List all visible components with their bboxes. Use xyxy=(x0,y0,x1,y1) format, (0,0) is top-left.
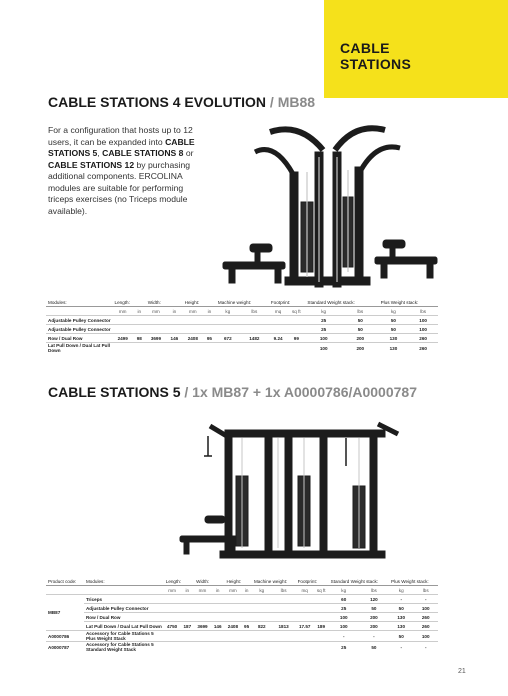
plus-kg: 130 xyxy=(379,343,409,354)
section2-title xyxy=(48,384,417,400)
unit: mq xyxy=(274,308,282,314)
desc-text-3: or xyxy=(183,148,194,158)
module-name: Lat Pull Down / Dual Lat Pull Down xyxy=(46,343,113,354)
unit: in xyxy=(185,587,190,593)
plus-kg: 50 xyxy=(379,325,409,334)
table-row xyxy=(46,325,438,334)
page-number: 21 xyxy=(458,668,466,675)
module-name: Adjustable Pulley Connector xyxy=(84,604,164,613)
unit: kg xyxy=(321,308,327,314)
std-kg: 25 xyxy=(305,316,342,325)
col-header: Width: xyxy=(146,298,183,307)
footprint-mq: 17.57 xyxy=(296,622,314,631)
col-header: Width: xyxy=(194,577,224,586)
plus-lbs: - xyxy=(413,642,438,653)
col-header: Length: xyxy=(164,577,194,586)
col-header: Height: xyxy=(183,298,216,307)
module-name: Row / Dual Row xyxy=(84,613,164,622)
col-header: Height: xyxy=(225,577,252,586)
section-tab xyxy=(324,0,508,98)
section-tab-label xyxy=(340,40,411,72)
weight-kg: 672 xyxy=(216,334,240,343)
unit: in xyxy=(215,587,220,593)
cable-stations-4-image xyxy=(215,112,445,290)
table-units-row xyxy=(46,307,438,316)
unit: mm xyxy=(118,308,127,314)
module-name: Adjustable Pulley Connector xyxy=(48,326,111,332)
section1-title-main: CABLE STATIONS 4 EVOLUTION xyxy=(48,94,267,110)
std-lbs: 50 xyxy=(359,642,389,653)
unit: sq ft xyxy=(316,587,326,593)
col-header: Footprint: xyxy=(269,298,306,307)
plus-kg: - xyxy=(389,642,413,653)
table-row xyxy=(46,613,438,622)
width-in: 146 xyxy=(166,334,183,343)
std-lbs: 200 xyxy=(342,343,379,354)
table-header-row xyxy=(46,298,438,307)
section2-title-code: / 1x MB87 + 1x A0000786/A0000787 xyxy=(180,384,417,400)
col-header: Plus Weight stack: xyxy=(379,298,438,307)
length-mm: 4750 xyxy=(164,622,181,631)
section-tab-line2: STATIONS xyxy=(340,56,412,72)
plus-kg: 50 xyxy=(389,604,413,613)
height-mm: 2408 xyxy=(225,622,242,631)
width-mm: 3699 xyxy=(194,622,211,631)
unit: kg xyxy=(390,308,396,314)
length-in: 187 xyxy=(180,622,194,631)
col-header: Standard Weight stack: xyxy=(329,577,389,586)
desc-text-2: , xyxy=(97,148,103,158)
table-units-row xyxy=(46,586,438,595)
height-in: 95 xyxy=(241,622,252,631)
unit: in xyxy=(172,308,177,314)
footprint-sqft: 99 xyxy=(287,334,305,343)
plus-lbs: 100 xyxy=(408,325,438,334)
unit: kg xyxy=(225,308,231,314)
unit: kg xyxy=(398,587,404,593)
section1-description xyxy=(48,125,198,217)
width-mm: 3699 xyxy=(146,334,166,343)
plus-lbs: 260 xyxy=(408,334,438,343)
section2-spec-table xyxy=(46,577,438,652)
unit: lbs xyxy=(370,587,377,593)
plus-kg: 50 xyxy=(389,631,413,642)
product-code: A0000786 xyxy=(46,631,84,642)
product-code: A0000787 xyxy=(46,642,84,653)
col-header: Machine weight: xyxy=(216,298,269,307)
std-kg: 100 xyxy=(329,622,359,631)
std-lbs: 50 xyxy=(359,604,389,613)
unit: in xyxy=(207,308,212,314)
section1-spec-table xyxy=(46,298,438,353)
unit: sq ft xyxy=(292,308,301,314)
table-header-row xyxy=(46,577,438,586)
plus-lbs: - xyxy=(413,595,438,604)
col-header: Standard Weight stack: xyxy=(305,298,378,307)
std-lbs: 200 xyxy=(359,622,389,631)
section2-title-main: CABLE STATIONS 5 xyxy=(48,384,181,400)
section1-title-code: / MB88 xyxy=(266,94,316,110)
unit: mm xyxy=(152,308,160,314)
plus-kg: 50 xyxy=(379,316,409,325)
std-lbs: 120 xyxy=(359,595,389,604)
plus-lbs: 100 xyxy=(413,604,438,613)
std-lbs: 200 xyxy=(342,334,379,343)
height-in: 95 xyxy=(203,334,216,343)
plus-kg: 130 xyxy=(379,334,409,343)
std-lbs: 50 xyxy=(342,325,379,334)
plus-lbs: 260 xyxy=(413,613,438,622)
footprint-mq: 9.24 xyxy=(269,334,287,343)
unit: mm xyxy=(168,587,176,593)
weight-lbs: 1482 xyxy=(240,334,269,343)
desc-text-1: For a configuration that hosts up to 12 users, it can be expanded into xyxy=(48,125,193,147)
col-header: Plus Weight stack: xyxy=(389,577,438,586)
table-row xyxy=(46,604,438,613)
std-kg: 25 xyxy=(329,642,359,653)
cable-stations-5-image xyxy=(170,416,410,566)
module-name: Lat Pull Down / Dual Lat Pull Down xyxy=(85,623,162,629)
plus-kg: 130 xyxy=(389,622,413,631)
footprint-sqft: 189 xyxy=(314,622,329,631)
unit: mm xyxy=(229,587,237,593)
std-lbs: 200 xyxy=(359,613,389,622)
length-mm: 2499 xyxy=(113,334,133,343)
std-kg: 25 xyxy=(305,325,342,334)
std-kg: 100 xyxy=(305,343,342,354)
unit: lbs xyxy=(251,308,258,314)
std-lbs: - xyxy=(359,631,389,642)
plus-lbs: 100 xyxy=(413,631,438,642)
table-row xyxy=(46,595,438,604)
col-header: Modules: xyxy=(46,298,113,307)
unit: kg xyxy=(259,587,265,593)
plus-kg: 130 xyxy=(389,613,413,622)
std-kg: 60 xyxy=(329,595,359,604)
table-row xyxy=(46,642,438,653)
table-row xyxy=(46,316,438,325)
unit: mq xyxy=(301,587,308,593)
std-kg: 25 xyxy=(329,604,359,613)
col-header: Machine weight: xyxy=(252,577,296,586)
plus-lbs: 260 xyxy=(408,343,438,354)
table-row xyxy=(46,334,438,343)
unit: mm xyxy=(188,308,197,314)
module-name: Accessory for Cable Stations 5 Plus Weight Stack xyxy=(84,631,164,642)
plus-kg: - xyxy=(389,595,413,604)
unit: in xyxy=(137,308,142,314)
desc-bold-3: CABLE STATIONS 12 xyxy=(48,159,135,170)
module-name: Triceps xyxy=(84,595,164,604)
col-header: Modules: xyxy=(84,577,164,586)
desc-text-4: by purchasing additional components. ERCOLINA modules are suitable for performing triceps exercises (no Triceps module available). xyxy=(48,159,191,216)
plus-lbs: 100 xyxy=(408,316,438,325)
plus-lbs: 260 xyxy=(413,622,438,631)
unit: kg xyxy=(341,587,347,593)
col-header: Footprint: xyxy=(296,577,329,586)
table-row xyxy=(46,631,438,642)
length-in: 98 xyxy=(133,334,146,343)
unit: lbs xyxy=(280,587,287,593)
unit: lbs xyxy=(420,308,427,314)
unit: in xyxy=(244,587,249,593)
unit: lbs xyxy=(357,308,364,314)
module-name: Adjustable Pulley Connector xyxy=(48,317,111,323)
desc-bold-2: CABLE STATIONS 8 xyxy=(102,148,184,158)
unit: lbs xyxy=(422,587,429,593)
table-row xyxy=(46,343,438,354)
module-name: Row / Dual Row xyxy=(46,334,113,343)
weight-lbs: 1813 xyxy=(272,622,296,631)
std-lbs: 50 xyxy=(342,316,379,325)
unit: mm xyxy=(198,587,207,593)
col-header: Length: xyxy=(113,298,146,307)
std-kg: 100 xyxy=(329,613,359,622)
height-mm: 2408 xyxy=(183,334,203,343)
width-in: 146 xyxy=(211,622,225,631)
desc-bold-1: CABLE STATIONS 5 xyxy=(48,136,195,158)
table-row xyxy=(46,622,438,631)
weight-kg: 822 xyxy=(252,622,272,631)
module-name: Accessory for Cable Stations 5 Standard Weight Stack xyxy=(84,642,164,653)
product-code: MB87 xyxy=(46,595,84,631)
col-header: Product code: xyxy=(46,577,84,586)
section1-title xyxy=(48,94,315,110)
std-kg: 100 xyxy=(305,334,342,343)
std-kg: - xyxy=(329,631,359,642)
section-tab-line1: CABLE xyxy=(340,40,390,56)
